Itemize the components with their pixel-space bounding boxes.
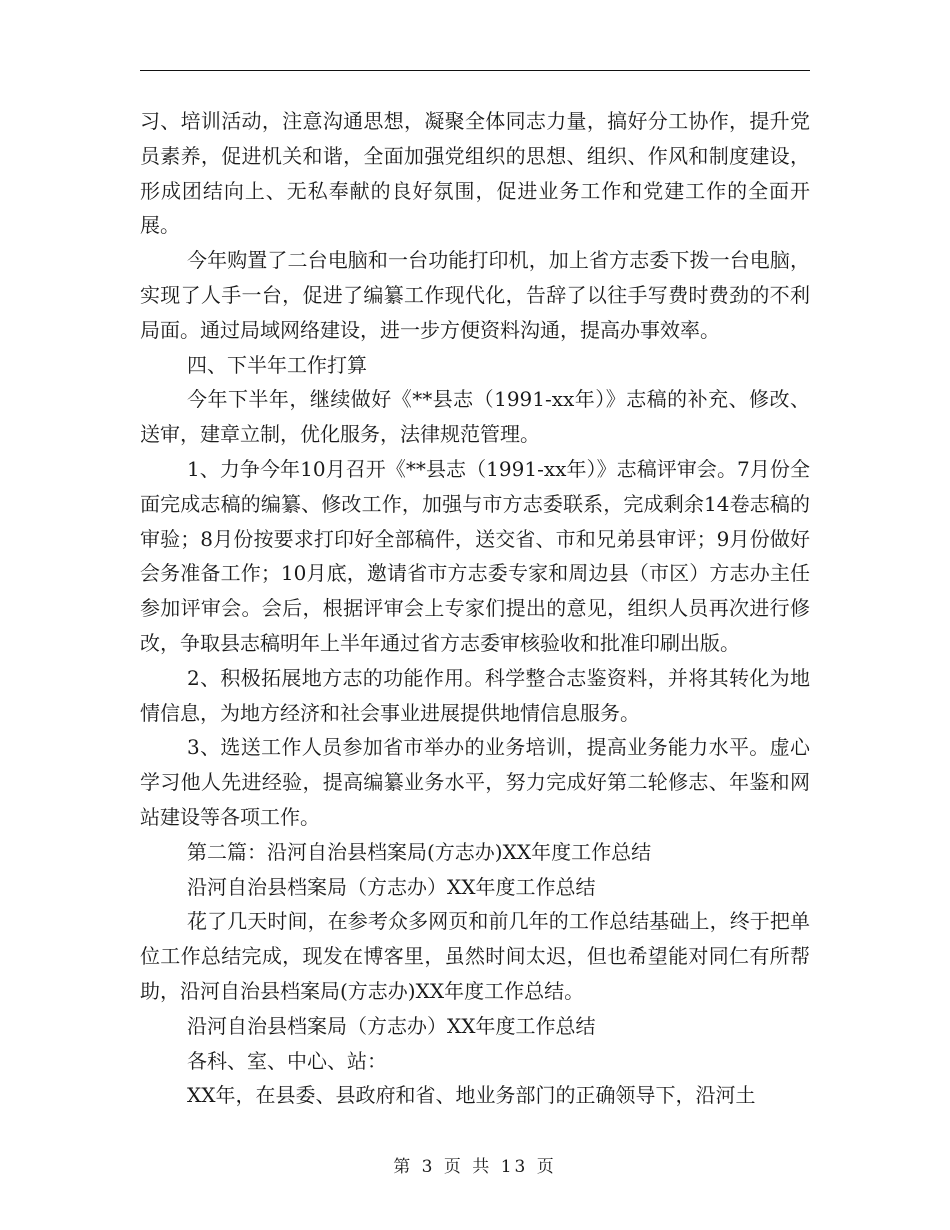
- plan-item-3: 3、选送工作人员参加省市举办的业务培训，提高业务能力水平。虚心学习他人先进经验，提高编纂业务水平，努力完成好第二轮修志、年鉴和网站建设等各项工作。: [140, 735, 810, 829]
- paragraph-2: 今年购置了二台电脑和一台功能打印机，加上省方志委下拨一台电脑，实现了人手一台，促进了编纂工作现代化，告辞了以往手写费时费劲的不利局面。通过局域网络建设，进一步方便资料沟通，提高办事效率。: [140, 248, 810, 342]
- document-body: [140, 104, 810, 1113]
- paragraph-3: 今年下半年，继续做好《**县志（1991-xx年）》志稿的补充、修改、送审，建章立制，优化服务，法律规范管理。: [140, 387, 810, 447]
- paragraph-1: 习、培训活动，注意沟通思想，凝聚全体同志力量，搞好分工协作，提升党员素养，促进机关和谐，全面加强党组织的思想、组织、作风和制度建设，形成团结向上、无私奉献的良好氛围，促进业务工作和党建工作的全面开展。: [140, 109, 810, 238]
- paragraph-intro: 花了几天时间，在参考众多网页和前几年的工作总结基础上，终于把单位工作总结完成，现发在博客里，虽然时间太迟，但也希望能对同仁有所帮助，沿河自治县档案局(方志办)XX年度工作总结。: [140, 909, 810, 1003]
- part-two-heading: 第二篇：沿河自治县档案局(方志办)XX年度工作总结: [187, 839, 652, 864]
- paragraph-opening: XX年，在县委、县政府和省、地业务部门的正确领导下，沿河土: [187, 1083, 756, 1108]
- part-two-title: 沿河自治县档案局（方志办）XX年度工作总结: [187, 874, 596, 899]
- section-heading-4: 四、下半年工作打算: [187, 352, 367, 377]
- header-rule: [140, 70, 810, 71]
- plan-item-2: 2、积极拓展地方志的功能作用。科学整合志鉴资料，并将其转化为地情信息，为地方经济和社会事业进展提供地情信息服务。: [140, 665, 810, 725]
- report-title: 沿河自治县档案局（方志办）XX年度工作总结: [187, 1013, 596, 1038]
- page-number: 第 3 页 共 13 页: [393, 1157, 557, 1177]
- salutation: 各科、室、中心、站：: [187, 1048, 387, 1073]
- plan-item-1: 1、力争今年10月召开《**县志（1991-xx年）》志稿评审会。7月份全面完成志稿的编纂、修改工作，加强与市方志委联系，完成剩余14卷志稿的审验；8月份按要求打印好全部稿件，送交省、市和兄弟县审评；9月份做好会务准备工作；10月底，邀请省市方志委专家和周边县（市区）方志办主任参加评审会。会后，根据评审会上专家们提出的意见，组织人员再次进行修改，争取县志稿明年上半年通过省方志委审核验收和批准印刷出版。: [140, 456, 810, 655]
